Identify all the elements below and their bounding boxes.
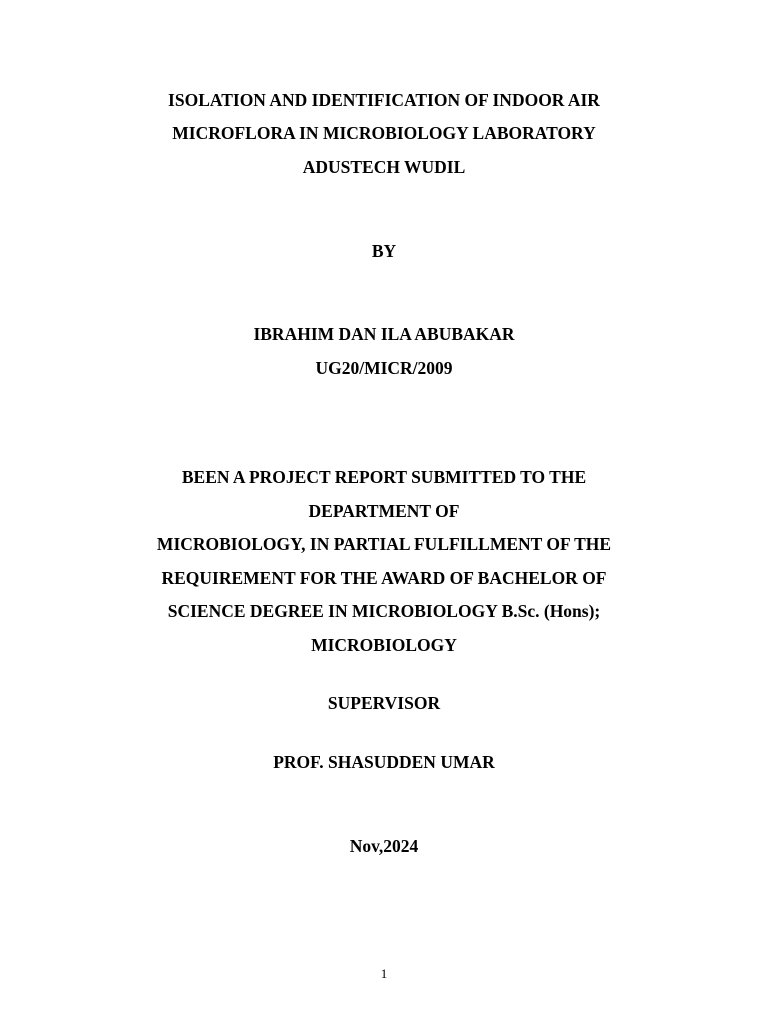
- page-number: 1: [380, 966, 388, 981]
- title-line-2: MICROFLORA IN MICROBIOLOGY LABORATORY: [172, 123, 596, 143]
- submission-line-3: MICROBIOLOGY, IN PARTIAL FULFILLMENT OF THE: [156, 534, 612, 554]
- title-line-3: ADUSTECH WUDIL: [302, 157, 466, 177]
- submission-line-2: DEPARTMENT OF: [308, 501, 460, 521]
- submission-line-4: REQUIREMENT FOR THE AWARD OF BACHELOR OF: [161, 568, 607, 588]
- author-name: IBRAHIM DAN ILA ABUBAKAR: [253, 324, 515, 344]
- title-line-1: ISOLATION AND IDENTIFICATION OF INDOOR AIR: [168, 90, 600, 110]
- submission-line-5: SCIENCE DEGREE IN MICROBIOLOGY B.Sc. (Hons);: [167, 601, 601, 621]
- supervisor-label: SUPERVISOR: [327, 693, 441, 713]
- submission-line-1: BEEN A PROJECT REPORT SUBMITTED TO THE: [181, 467, 587, 487]
- author-reg-number: UG20/MICR/2009: [315, 358, 453, 378]
- supervisor-name: PROF. SHASUDDEN UMAR: [273, 752, 495, 772]
- submission-date: Nov,2024: [349, 836, 419, 856]
- by-label: BY: [371, 241, 397, 261]
- submission-line-6: MICROBIOLOGY: [311, 635, 457, 655]
